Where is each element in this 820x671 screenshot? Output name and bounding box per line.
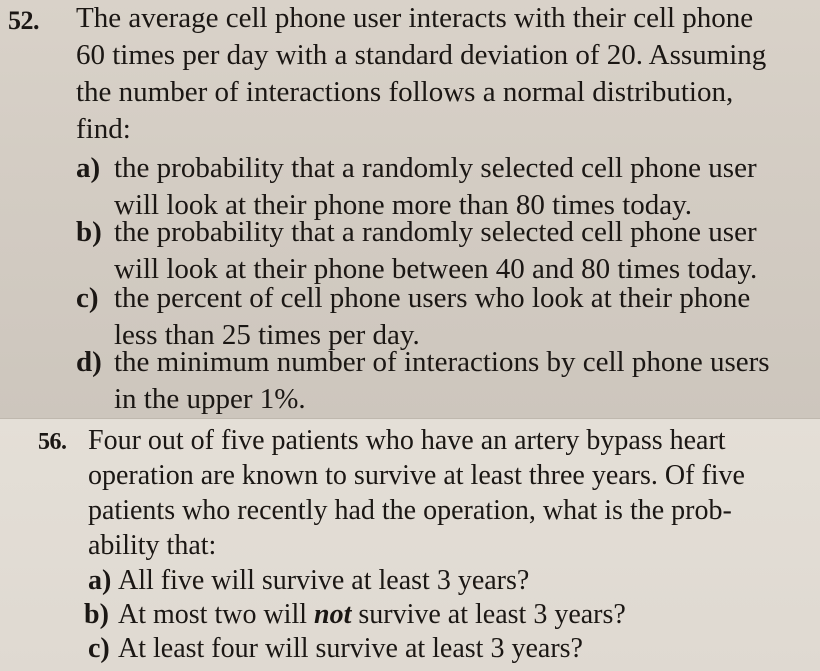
part-letter: c) (76, 282, 99, 314)
question-56-part-a (88, 563, 788, 598)
part-line: the probability that a randomly selected cell phone user (114, 216, 757, 248)
question-52-stem-line-2: 60 times per day with a standard deviation of 20. Assuming (76, 39, 767, 71)
question-52-part-c (76, 280, 816, 354)
question-52-number: 52. (8, 6, 39, 35)
question-52-stem-line-1: The average cell phone user interacts with their cell phone (76, 2, 754, 34)
question-56-number: 56. (38, 429, 67, 455)
part-letter: b) (84, 599, 109, 630)
part-text (118, 597, 626, 632)
part-body (114, 344, 770, 418)
part-line: the probability that a randomly selected cell phone user (114, 152, 757, 184)
question-56-stem-line-2: operation are known to survive at least three years. Of five (88, 460, 745, 491)
part-body (114, 150, 757, 224)
question-52-part-b (76, 214, 816, 288)
part-line: will look at their phone more than 80 times today. (114, 189, 693, 221)
part-text-emphasis: not (314, 599, 352, 630)
part-letter: a) (76, 152, 101, 184)
part-line: the percent of cell phone users who look at their phone (114, 282, 751, 314)
part-text-before: At most two will (118, 599, 315, 630)
question-52-stem-line-4: find: (76, 113, 131, 145)
question-52-part-d (76, 344, 816, 418)
question-56-part-b (84, 597, 784, 632)
part-line: the minimum number of interactions by cell phone users (114, 346, 770, 378)
question-52-stem-line-3: the number of interactions follows a normal distribution, (76, 76, 734, 108)
question-56-stem-line-1: Four out of five patients who have an artery bypass heart (88, 425, 726, 456)
part-line: less than 25 times per day. (114, 319, 420, 351)
part-text: All five will survive at least 3 years? (118, 565, 530, 596)
part-letter: b) (76, 216, 102, 248)
part-letter: d) (76, 346, 102, 378)
part-text-after: survive at least 3 years? (351, 599, 626, 630)
question-56-stem-line-4: ability that: (88, 530, 217, 561)
part-letter: a) (88, 565, 112, 596)
question-52-part-a (76, 150, 816, 224)
part-letter: c) (88, 633, 110, 664)
photo-bottom-section (0, 418, 820, 671)
part-text: At least four will survive at least 3 years? (118, 633, 583, 664)
part-body (114, 280, 750, 354)
part-line: will look at their phone between 40 and 80 times today. (114, 253, 758, 285)
question-56-stem-line-3: patients who recently had the operation, what is the prob- (88, 495, 732, 526)
question-56-part-c (88, 631, 788, 666)
part-body (114, 214, 757, 288)
part-line: in the upper 1%. (114, 383, 306, 415)
